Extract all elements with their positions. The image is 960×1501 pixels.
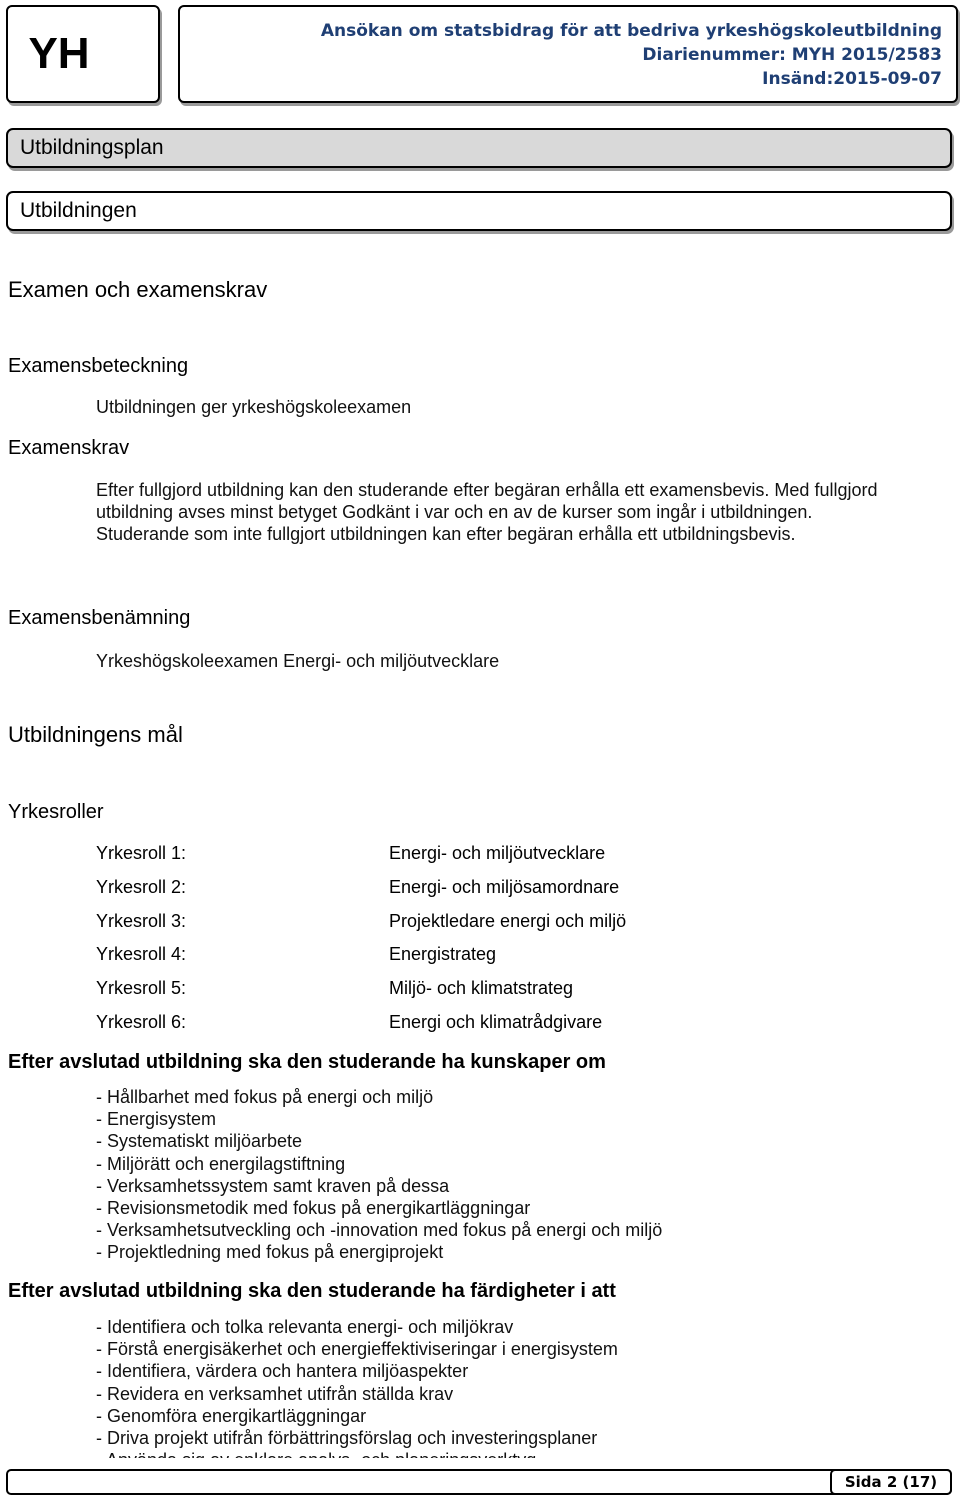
insand-date: Insänd:2015-09-07 xyxy=(762,69,942,89)
list-item: - Projektledning med fokus på energiprojekt xyxy=(96,1242,444,1263)
list-item: - Revisionsmetodik med fokus på energikartläggningar xyxy=(96,1198,531,1219)
heading-fardigheter: Efter avslutad utbildning ska den studerande ha färdigheter i att xyxy=(8,1280,616,1302)
list-item: - Förstå energisäkerhet och energieffektiviseringar i energisystem xyxy=(96,1339,618,1360)
label-yrkesroller: Yrkesroller xyxy=(8,801,104,823)
diarienummer: Diarienummer: MYH 2015/2583 xyxy=(642,45,942,65)
page-number-box xyxy=(830,1469,952,1495)
list-item: - Verksamhetsutveckling och -innovation med fokus på energi och miljö xyxy=(96,1220,663,1241)
list-item: - Revidera en verksamhet utifrån ställda krav xyxy=(96,1383,454,1404)
heading-utbildningens-mal: Utbildningens mål xyxy=(8,722,183,747)
yh-logo: YH xyxy=(28,29,90,78)
label-examensbeteckning: Examensbeteckning xyxy=(8,355,189,377)
heading-kunskaper: Efter avslutad utbildning ska den studerande ha kunskaper om xyxy=(8,1051,606,1073)
list-kunskaper xyxy=(96,1086,662,1264)
footer-frame xyxy=(6,1469,952,1495)
role-value: Energistrateg xyxy=(389,944,497,964)
text-examenskrav: Efter fullgjord utbildning kan den studerande efter begäran erhålla ett examensbevis. Med fullgjord utbildning avses minst betyget Godkänt i var och en av de kurser som ingår i utbildningen. Studerande som inte fullgjort utbildningen kan efter begäran erhålla ett utbildningsbevis. xyxy=(96,480,878,544)
role-label: Yrkesroll 5: xyxy=(96,978,187,998)
heading-examen: Examen och examenskrav xyxy=(8,277,268,302)
role-value: Miljö- och klimatstrateg xyxy=(389,978,574,998)
label-examensbenamning: Examensbenämning xyxy=(8,607,191,629)
list-item: - Miljörätt och energilagstiftning xyxy=(96,1153,346,1174)
role-value: Energi och klimatrådgivare xyxy=(389,1012,603,1032)
list-fardigheter xyxy=(96,1316,618,1471)
section-bar-utbildningen xyxy=(6,191,952,231)
list-item: - Hållbarhet med fokus på energi och miljö xyxy=(96,1087,434,1107)
role-label: Yrkesroll 3: xyxy=(96,911,187,931)
list-item: - Identifiera och tolka relevanta energi- och miljökrav xyxy=(96,1317,514,1337)
document-header xyxy=(178,5,958,103)
list-item: - Energisystem xyxy=(96,1109,217,1130)
list-item: - Systematiskt miljöarbete xyxy=(96,1131,303,1152)
list-item: - Identifiera, värdera och hantera miljöaspekter xyxy=(96,1361,469,1382)
application-title: Ansökan om statsbidrag för att bedriva yrkeshögskoleutbildning xyxy=(320,21,942,41)
list-item: - Driva projekt utifrån förbättringsförslag och investeringsplaner xyxy=(96,1428,598,1449)
section-title-utbildningsplan: Utbildningsplan xyxy=(20,136,164,159)
list-item: - Genomföra energikartläggningar xyxy=(96,1405,367,1426)
role-label: Yrkesroll 4: xyxy=(96,944,187,964)
role-value: Energi- och miljöutvecklare xyxy=(389,843,606,863)
page-number: Sida 2 (17) xyxy=(844,1473,938,1491)
section-bar-utbildningsplan xyxy=(6,128,952,168)
value-examensbeteckning: Utbildningen ger yrkeshögskoleexamen xyxy=(96,397,412,417)
role-label: Yrkesroll 2: xyxy=(96,877,187,897)
yh-logo-box xyxy=(6,5,160,103)
list-item: - Verksamhetssystem samt kraven på dessa xyxy=(96,1175,450,1196)
section-title-utbildningen: Utbildningen xyxy=(20,199,137,222)
role-label: Yrkesroll 6: xyxy=(96,1012,187,1032)
label-examenskrav: Examenskrav xyxy=(8,437,130,459)
role-value: Projektledare energi och miljö xyxy=(389,911,627,931)
role-value: Energi- och miljösamordnare xyxy=(389,877,620,897)
value-examensbenamning: Yrkeshögskoleexamen Energi- och miljöutvecklare xyxy=(96,651,500,671)
role-label: Yrkesroll 1: xyxy=(96,843,187,863)
page-edge-mask xyxy=(0,1458,960,1469)
